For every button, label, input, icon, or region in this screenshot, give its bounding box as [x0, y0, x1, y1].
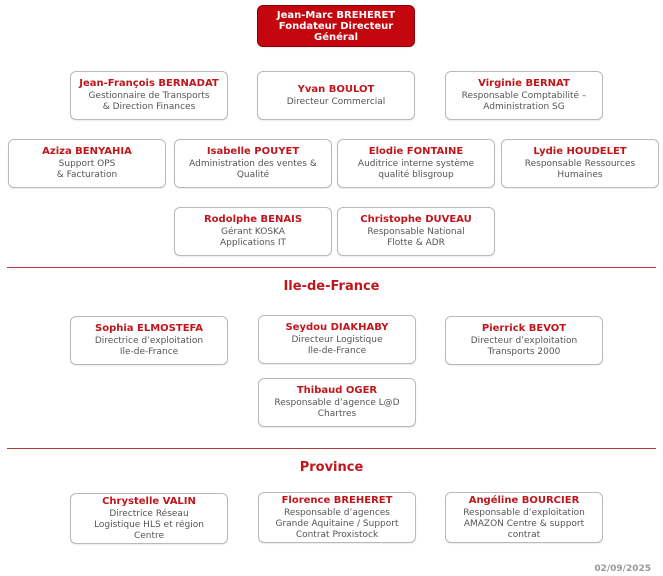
person-name: Virginie BERNAT	[478, 78, 570, 89]
person-name: Christophe DUVEAU	[360, 214, 472, 225]
person-role: Responsable d’agences Grande Aquitaine / Support Contrat Proxistock	[275, 507, 399, 540]
person-name: Jean-François BERNADAT	[79, 78, 219, 89]
person-name: Seydou DIAKHABY	[285, 322, 389, 333]
person-name: Aziza BENYAHIA	[42, 146, 132, 157]
section-divider	[7, 448, 656, 449]
person-role: Responsable Ressources Humaines	[524, 159, 636, 180]
person-role: Responsable d’agence L@D Chartres	[274, 398, 400, 419]
person-role: Fondateur Directeur Général	[278, 20, 394, 43]
person-role: Directrice d’exploitation Ile-de-France	[94, 336, 204, 357]
org-node-executive	[174, 139, 332, 188]
person-role: Gestionnaire de Transports & Direction Finances	[88, 91, 210, 112]
org-node-idf	[258, 378, 416, 427]
org-node-province	[258, 492, 416, 543]
person-role: Directeur Commercial	[286, 96, 386, 107]
org-node-executive	[501, 139, 659, 188]
person-role: Administration des ventes & Qualité	[189, 159, 317, 180]
person-role: Responsable Comptabilité – Administration SG	[461, 91, 587, 112]
org-node-idf	[445, 316, 603, 365]
person-role: Gérant KOSKA Applications IT	[220, 227, 286, 248]
person-role: Directeur d’exploitation Transports 2000	[470, 336, 578, 357]
person-name: Isabelle POUYET	[206, 146, 300, 157]
person-name: Chrystelle VALIN	[102, 495, 196, 507]
person-name: Yvan BOULOT	[297, 83, 375, 95]
org-node-executive	[257, 71, 415, 120]
org-node-province	[70, 493, 228, 544]
org-node-idf	[70, 316, 228, 365]
person-name: Pierrick BEVOT	[481, 323, 567, 334]
person-name: Angéline BOURCIER	[468, 494, 580, 506]
org-node-executive	[174, 207, 332, 256]
section-title-province: Province	[299, 460, 364, 475]
org-node-executive	[8, 139, 166, 188]
org-node-ceo	[257, 5, 415, 47]
person-name: Jean-Marc BREHERET	[276, 9, 396, 21]
person-name: Thibaud OGER	[296, 385, 378, 396]
org-node-executive	[70, 71, 228, 120]
section-divider	[7, 267, 656, 268]
person-role: Directrice Réseau Logistique HLS et région Centre	[94, 508, 204, 541]
footer-date: 02/09/2025	[594, 564, 651, 574]
section-title-ile-de-france: Ile-de-France	[283, 279, 380, 294]
person-role: Directeur Logistique Ile-de-France	[291, 335, 383, 356]
org-node-executive	[337, 207, 495, 256]
person-name: Florence BREHERET	[281, 494, 393, 506]
person-role: Auditrice interne système qualité blisgroup	[357, 159, 475, 180]
person-name: Sophia ELMOSTEFA	[95, 323, 203, 334]
person-role: Responsable National Flotte & ADR	[367, 227, 465, 248]
person-role: Responsable d’exploitation AMAZON Centre & support contrat	[463, 507, 585, 540]
org-node-executive	[445, 71, 603, 120]
org-node-executive	[337, 139, 495, 188]
person-name: Lydie HOUDELET	[533, 146, 627, 157]
org-node-province	[445, 492, 603, 543]
org-node-idf	[258, 315, 416, 364]
person-name: Rodolphe BENAIS	[203, 214, 303, 225]
person-role: Support OPS & Facturation	[56, 159, 118, 180]
person-name: Elodie FONTAINE	[368, 146, 464, 157]
